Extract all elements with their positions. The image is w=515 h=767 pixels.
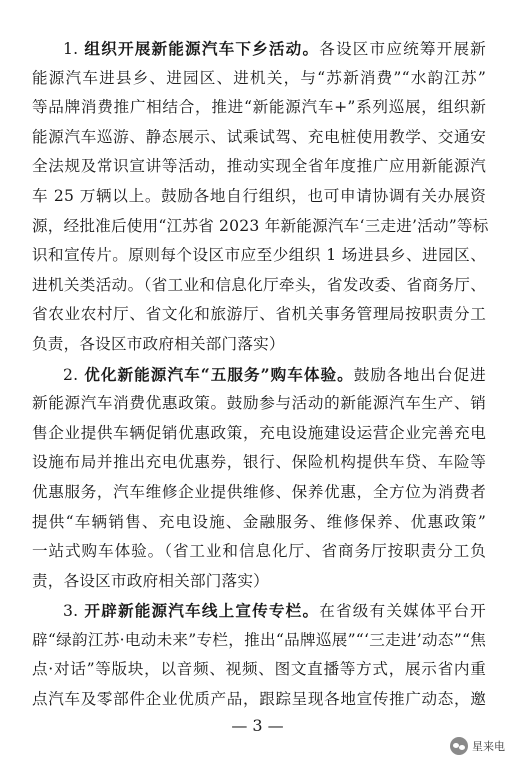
line-text: 在省级有关媒体平台开 [319, 602, 486, 621]
watermark-label: 星来电 [472, 740, 505, 753]
text-line: 辟“绿韵江苏·电动未来”专栏，推出“品牌巡展”“‘三走进’动态”“焦 [32, 630, 486, 649]
line-text: 各设区市应统筹开展新 [319, 40, 486, 58]
text-line: 省农业农村厅、省文化和旅游厅、省机关事务管理局按职责分工 [32, 305, 486, 324]
text-line: 源，经批准后使用“江苏省 2023 年新能源汽车‘三走进’活动”等标 [32, 216, 489, 235]
page-number: — 3 — [231, 716, 284, 735]
text-line [32, 596, 486, 626]
text-line: 设施布局并推出充电优惠券，银行、保险机构提供车贷、车险等 [32, 453, 486, 472]
text-line: 等品牌消费推广相结合，推进“新能源汽车+”系列巡展，组织新 [32, 98, 486, 117]
item-number: 2. [63, 365, 79, 384]
text-line: 优惠服务，汽车维修企业提供维修、保养优惠，全方位为消费者 [32, 482, 486, 501]
paragraph-3 [32, 596, 486, 714]
text-line [32, 360, 486, 390]
text-line: 进机关类活动。（省工业和信息化厅牵头，省发改委、省商务厅、 [32, 275, 486, 294]
text-line: 全法规及常识宣讲等活动，推动实现全省年度推广应用新能源汽 [32, 157, 486, 176]
text-line: 负责，各设区市政府相关部门落实） [32, 334, 285, 353]
item-heading: 优化新能源汽车“五服务”购车体验。 [84, 364, 354, 384]
text-line [32, 34, 486, 64]
paragraph-2 [32, 360, 486, 597]
text-line: 点汽车及零部件企业优质产品，跟踪呈现各地宣传推广动态，邀 [32, 690, 486, 709]
item-number: 3. [63, 602, 79, 621]
text-line: 提供“车辆销售、充电设施、金融服务、维修保养、优惠政策” [32, 512, 486, 531]
paragraph-1 [32, 34, 489, 360]
text-line: 点·对话”等版块，以音频、视频、图文直播等方式，展示省内重 [32, 660, 486, 679]
document-body [32, 34, 489, 715]
line-text: 鼓励各地出台促进 [353, 365, 486, 384]
text-line: 识和宣传片。原则每个设区市应至少组织 1 场进县乡、进园区、 [32, 246, 486, 265]
text-line: 车 25 万辆以上。鼓励各地自行组织，也可申请协调有关办展资 [32, 186, 486, 205]
text-line: 能源汽车进县乡、进园区、进机关，与“苏新消费”“水韵江苏” [32, 68, 486, 87]
watermark [450, 737, 505, 755]
text-line: 售企业提供车辆促销优惠政策，充电设施建设运营企业完善充电 [32, 423, 486, 442]
text-line: 一站式购车体验。（省工业和信息化厅、省商务厅按职责分工负 [32, 542, 486, 561]
item-number: 1. [63, 40, 79, 58]
text-line: 能源汽车巡游、静态展示、试乘试驾、充电桩使用教学、交通安 [32, 127, 486, 146]
wechat-icon [450, 737, 468, 755]
text-line: 新能源汽车消费优惠政策。鼓励参与活动的新能源汽车生产、销 [32, 394, 486, 413]
item-heading: 组织开展新能源汽车下乡活动。 [84, 39, 320, 58]
text-line: 责，各设区市政府相关部门落实） [32, 571, 269, 590]
item-heading: 开辟新能源汽车线上宣传专栏。 [84, 601, 320, 621]
